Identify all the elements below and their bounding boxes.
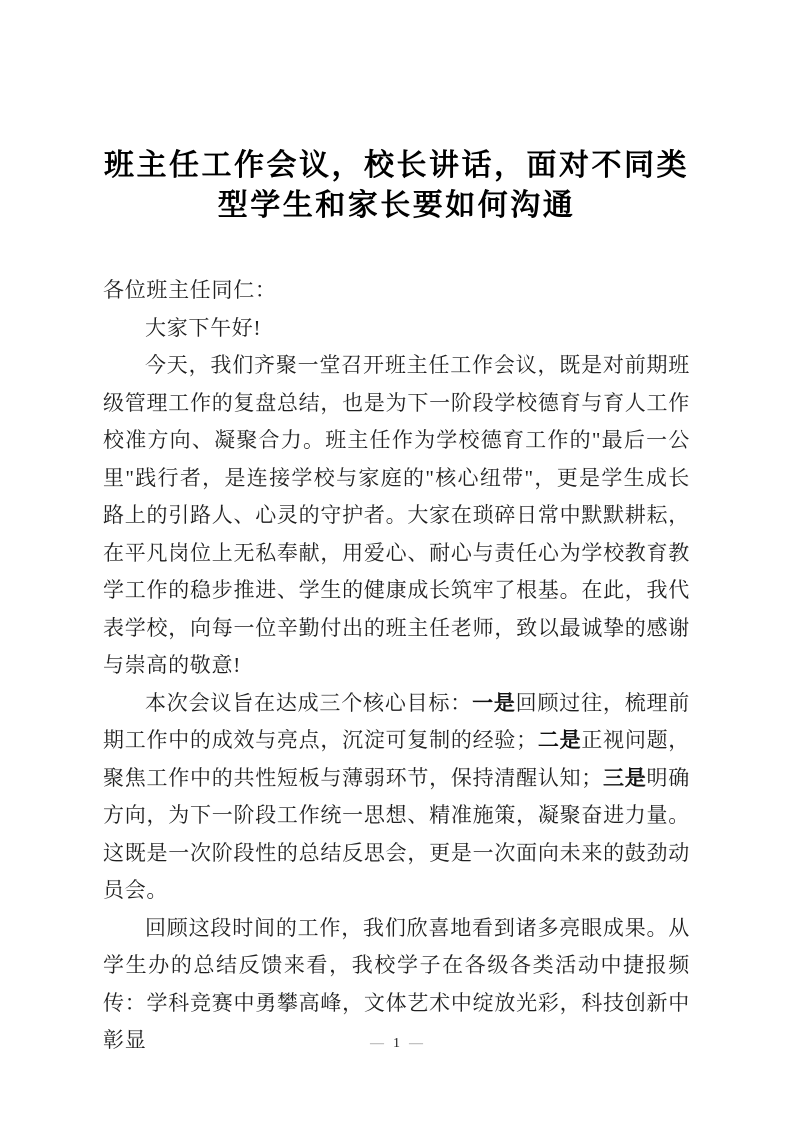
- paragraph: [103, 272, 690, 310]
- footer-right-dash: —: [409, 1036, 423, 1051]
- text-run: 各位班主任同仁：: [103, 278, 277, 302]
- document-title-line-2: 型学生和家长要如何沟通: [217, 189, 576, 222]
- document-title: [103, 146, 690, 226]
- text-run: 回顾过往，梳理前期工作中的成效与亮点，沉淀可复制的经验；: [103, 690, 690, 752]
- footer-left-dash: —: [370, 1036, 384, 1051]
- paragraph: [103, 347, 690, 685]
- text-run: 正视问题，聚焦工作中的共性短板与薄弱环节，保持清醒认知；: [103, 728, 691, 790]
- page-footer: [0, 1034, 793, 1054]
- text-run: 本次会议旨在达成三个核心目标：: [145, 690, 473, 715]
- bold-text-run: 三是: [603, 765, 647, 790]
- text-run: 今天，我们齐聚一堂召开班主任工作会议，既是对前期班级管理工作的复盘总结，也是为下一阶段学校德育与育人工作校准方向、凝聚合力。班主任作为学校德育工作的"最后一公里"践行者，是连接学校与家庭的"核心纽带"，更是学生成长路上的引路人、心灵的守护者。大家在琐碎日常中默默耕耘，在平凡岗位上无私奉献，用爱心、耐心与责任心为学校教育教学工作的稳步推进、学生的健康成长筑牢了根基。在此，我代表学校，向每一位辛勤付出的班主任老师，致以最诚挚的感谢与崇高的敬意!: [103, 353, 690, 677]
- text-run: 回顾这段时间的工作，我们欣喜地看到诸多亮眼成果。从学生办的总结反馈来看，我校学子在各级各类活动中捷报频传：学科竞赛中勇攀高峰，文体艺术中绽放光彩，科技创新中彰显: [103, 915, 690, 1052]
- bold-text-run: 一是: [472, 690, 516, 715]
- document-body: [103, 272, 690, 1060]
- document-content: [103, 146, 690, 1060]
- text-run: 大家下午好!: [145, 315, 262, 340]
- paragraph: [103, 685, 690, 910]
- document-title-line-1: 班主任工作会议，校长讲话，面对不同类: [104, 149, 689, 182]
- page-number: 1: [393, 1036, 400, 1051]
- bold-text-run: 二是: [537, 728, 582, 752]
- text-run: 明确方向，为下一阶段工作统一思想、精准施策，凝聚奋进力量。这既是一次阶段性的总结反思会，更是一次面向未来的鼓劲动员会。: [103, 765, 690, 902]
- paragraph: [103, 310, 690, 348]
